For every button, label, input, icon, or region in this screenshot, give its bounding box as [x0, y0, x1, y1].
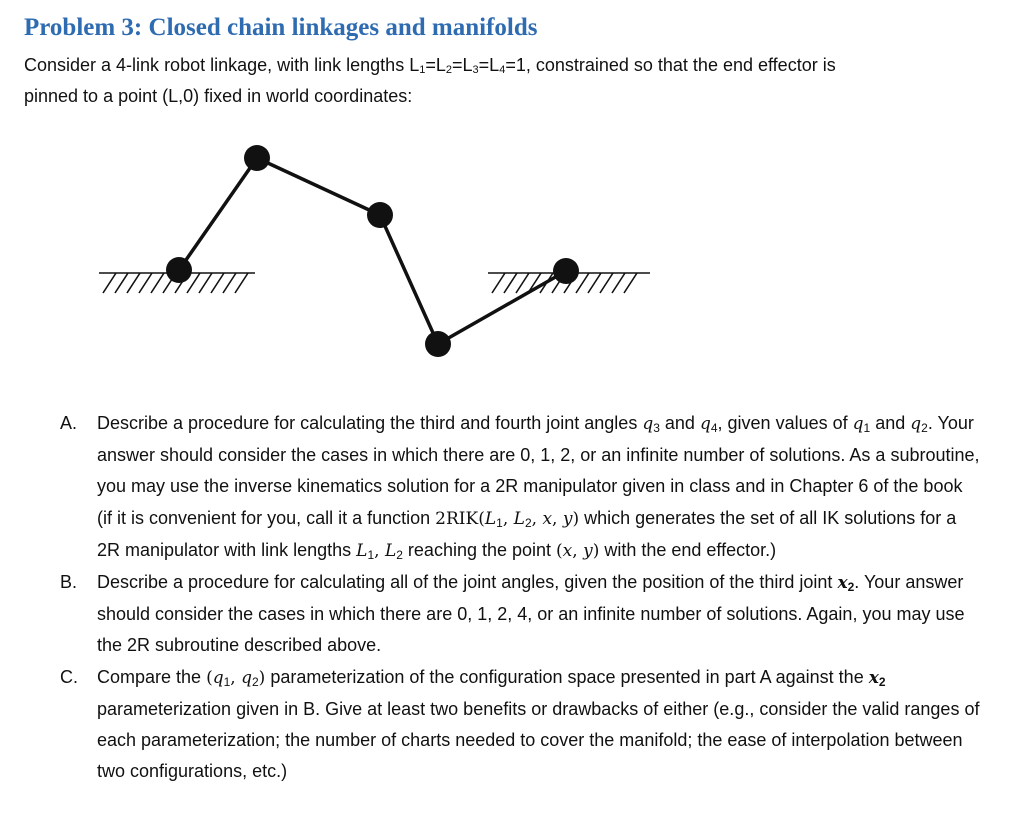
math-var: y [583, 540, 593, 561]
link-3 [380, 215, 438, 344]
intro-text: =L [478, 55, 500, 75]
question-list [60, 408, 980, 787]
joint-3 [367, 202, 393, 228]
joint-2 [244, 145, 270, 171]
subscript: 2 [396, 547, 403, 562]
subscript: 1 [223, 674, 231, 689]
math-punct: , [230, 667, 242, 688]
question-text: and [870, 413, 911, 433]
math-var: x [542, 508, 553, 529]
question-text: parameterization of the configuration space presented in part A against the [265, 666, 869, 687]
question-text: and [659, 413, 700, 433]
intro-text: pinned to a point (L,0) fixed in world coordinates: [24, 86, 413, 106]
linkage-links [179, 158, 566, 344]
subscript: 2 [251, 674, 259, 689]
math-punct: ( [556, 540, 563, 561]
joint-4 [425, 331, 451, 357]
subscript: 1 [496, 515, 503, 530]
joint-base [166, 257, 192, 283]
link-2 [257, 158, 380, 215]
intro-text: =L [452, 55, 473, 75]
math-punct: , [502, 508, 514, 529]
joint-end-effector [553, 258, 579, 284]
math-var: x [837, 573, 848, 594]
question-text: . Your answer should consider the cases in which there are 0, 1, 2, or an infinite number of solutions. As a subroutine, you may use the inverse kinematics solution for a 2R manipulator given in class and in Chapter 6 of the book (if it is convenient for you, call it a function [97, 413, 980, 528]
question-text: parameterization given in B. Give at least two benefits or drawbacks of either (e.g., consider the valid ranges of each parameterization; the number of charts needed to cover the manifold; the ease of interpolation between two configurations, etc.) [97, 698, 980, 782]
question-b [60, 567, 980, 662]
math-punct: ) [258, 667, 266, 688]
question-a [60, 408, 980, 567]
math-punct: , [572, 540, 584, 561]
subscript: 2 [847, 580, 855, 595]
subscript: 1 [419, 64, 426, 76]
question-text: reaching the point [402, 539, 557, 560]
subscript: 4 [499, 64, 506, 76]
math-var: x [868, 667, 879, 688]
math-var: q [699, 414, 711, 434]
link-4 [438, 271, 566, 344]
question-text: which generates the set of all IK solutions for a 2R manipulator with link lengths [97, 507, 957, 560]
math-var: q [852, 414, 864, 434]
math-var: L [484, 508, 497, 529]
math-punct: ( [206, 667, 213, 688]
subscript: 4 [710, 421, 718, 435]
math-var: q [910, 414, 922, 434]
subscript: 3 [653, 421, 660, 435]
question-text: Describe a procedure for calculating the third and fourth joint angles [97, 413, 643, 433]
question-text: Compare the [97, 666, 207, 687]
subscript: 2 [878, 674, 886, 689]
link-1 [179, 158, 257, 270]
intro-text: =L [425, 55, 446, 75]
math-punct: , [531, 508, 543, 529]
subscript: 2 [921, 421, 928, 435]
math-function: 2RIK( [435, 508, 485, 529]
question-marker: C. [60, 666, 78, 687]
intro-text: =1, constrained so that the end effector is [505, 55, 836, 75]
linkage-diagram [0, 0, 1024, 400]
question-text: with the end effector.) [599, 539, 777, 560]
math-var: L [513, 508, 525, 529]
subscript: 1 [367, 547, 375, 562]
question-marker: B. [60, 572, 78, 593]
subscript: 2 [524, 515, 532, 530]
subscript: 3 [472, 64, 479, 76]
question-text: , given values of [717, 413, 848, 433]
math-var: q [241, 667, 252, 688]
math-var: x [562, 540, 573, 561]
problem-title: Problem 3: Closed chain linkages and manifolds [24, 14, 538, 41]
math-var: y [562, 508, 573, 529]
math-punct: ) [572, 508, 580, 529]
math-var: q [642, 414, 654, 434]
question-c [60, 662, 980, 788]
math-var: L [384, 540, 397, 561]
math-var: q [212, 667, 224, 688]
math-punct: ) [592, 540, 600, 561]
math-punct: , [374, 540, 385, 561]
question-marker: A. [60, 413, 78, 433]
question-text: Describe a procedure for calculating all of the joint angles, given the position of the third joint [97, 572, 838, 593]
math-var: L [356, 540, 368, 561]
subscript: 1 [863, 421, 871, 435]
subscript: 2 [445, 64, 452, 76]
linkage-joints [166, 145, 579, 357]
question-text: . Your answer should consider the cases in which there are 0, 1, 2, 4, or an infinite number of solutions. Again, you may use the 2R subroutine described above. [97, 572, 965, 656]
intro-text: Consider a 4-link robot linkage, with link lengths L [24, 55, 420, 75]
math-punct: , [552, 508, 563, 529]
